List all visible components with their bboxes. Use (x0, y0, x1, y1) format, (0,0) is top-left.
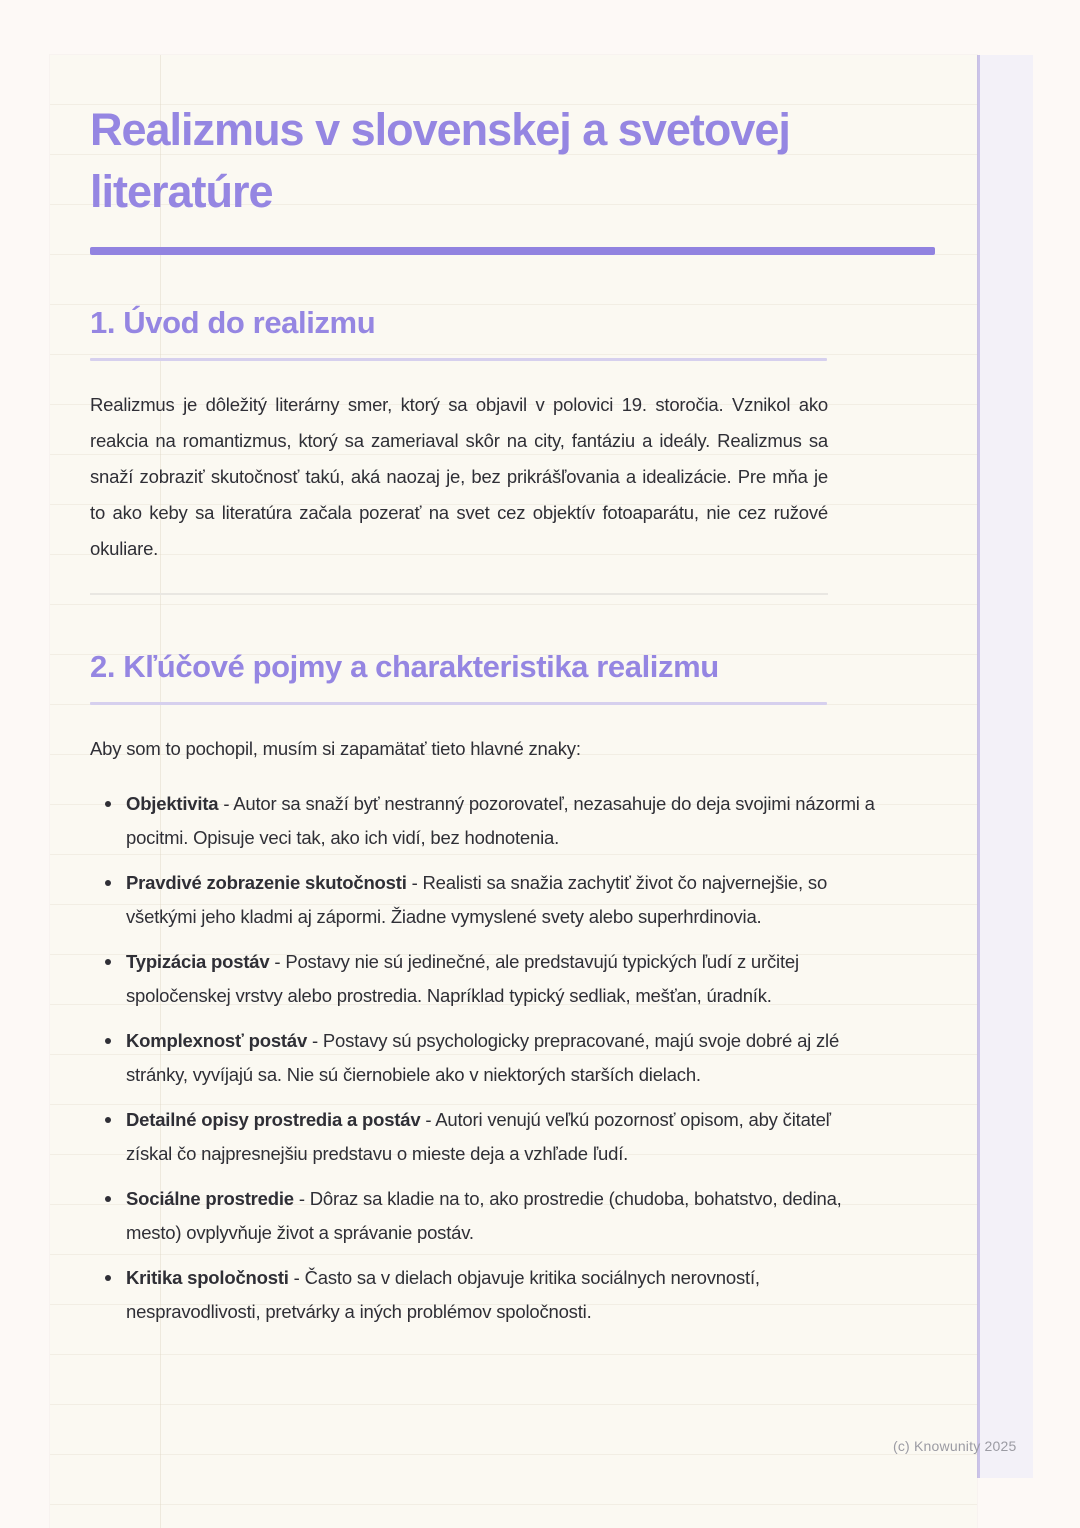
page-title: Realizmus v slovenskej a svetovej literatúre (90, 104, 790, 217)
bullet-separator: - (288, 1267, 305, 1288)
document-page (50, 55, 977, 1528)
list-item (126, 787, 876, 855)
next-page-edge (977, 55, 1033, 1478)
section-1-underline (90, 358, 827, 361)
bullet-separator: - (293, 1188, 310, 1209)
bullet-term: Komplexnosť postáv (126, 1030, 308, 1051)
bullet-term: Typizácia postáv (126, 951, 270, 972)
bullet-term: Kritika spoločnosti (126, 1267, 289, 1288)
list-item (126, 1103, 876, 1171)
section-divider (90, 593, 828, 595)
list-item (126, 1261, 876, 1329)
section-1-heading: 1. Úvod do realizmu (90, 305, 376, 340)
section-2-intro: Aby som to pochopil, musím si zapamätať tieto hlavné znaky: (90, 738, 581, 759)
bullet-separator: - (269, 951, 286, 972)
title-underline (90, 247, 935, 255)
bullet-text: Autori venujú veľkú pozornosť opisom, aby čitateľ získal čo najpresnejšiu predstavu o mieste deja a vzhľade ľudí. (126, 1109, 831, 1164)
bullet-term: Detailné opisy prostredia a postáv (126, 1109, 421, 1130)
bullet-separator: - (218, 793, 234, 814)
section-2-underline (90, 702, 827, 705)
bullet-text: Realisti sa snažia zachytiť život čo najvernejšie, so všetkými jeho kladmi aj zápormi. Žiadne vymyslené svety alebo superhrdinovia. (126, 872, 828, 927)
list-item (126, 1182, 876, 1250)
key-features-list (90, 787, 876, 1329)
bullet-text: Postavy sú psychologicky prepracované, majú svoje dobré aj zlé stránky, vyvíjajú sa. Nie sú čiernobiele ako v niektorých starších dielach. (126, 1030, 840, 1085)
bullet-text: Dôraz sa kladie na to, ako prostredie (chudoba, bohatstvo, dedina, mesto) ovplyvňuje život a správanie postáv. (126, 1188, 842, 1243)
list-item (126, 1024, 876, 1092)
bullet-separator: - (406, 872, 423, 893)
bullet-text: Postavy nie sú jedinečné, ale predstavujú typických ľudí z určitej spoločenskej vrstvy alebo prostredia. Napríklad typický sedliak, mešťan, úradník. (126, 951, 799, 1006)
page-content (90, 99, 977, 1329)
section-1-paragraph: Realizmus je dôležitý literárny smer, ktorý sa objavil v polovici 19. storočia. Vznikol ako reakcia na romantizmus, ktorý sa zameriaval skôr na city, fantáziu a ideály. Realizmus sa snaží zobraziť skutočnosť takú, aká naozaj je, bez prikrášľovania a idealizácie. Pre mňa je to ako keby sa literatúra začala pozerať na svet cez objektív fotoaparátu, nie cez ružové okuliare. (90, 394, 828, 559)
section-2-heading: 2. Kľúčové pojmy a charakteristika realizmu (90, 649, 719, 684)
list-item (126, 945, 876, 1013)
bullet-text: Autor sa snaží byť nestranný pozorovateľ, nezasahuje do deja svojimi názormi a pocitmi. Opisuje veci tak, ako ich vidí, bez hodnotenia. (126, 793, 875, 848)
bullet-separator: - (307, 1030, 323, 1051)
bullet-term: Objektivita (126, 793, 219, 814)
section-key-concepts (90, 643, 977, 1329)
bullet-term: Sociálne prostredie (126, 1188, 294, 1209)
bullet-text: Často sa v dielach objavuje kritika sociálnych nerovností, nespravodlivosti, pretvárky a iných problémov spoločnosti. (126, 1267, 760, 1322)
bullet-separator: - (420, 1109, 436, 1130)
bullet-term: Pravdivé zobrazenie skutočnosti (126, 872, 407, 893)
copyright-watermark: (c) Knowunity 2025 (893, 1438, 1017, 1454)
section-intro (90, 299, 977, 567)
list-item (126, 866, 876, 934)
